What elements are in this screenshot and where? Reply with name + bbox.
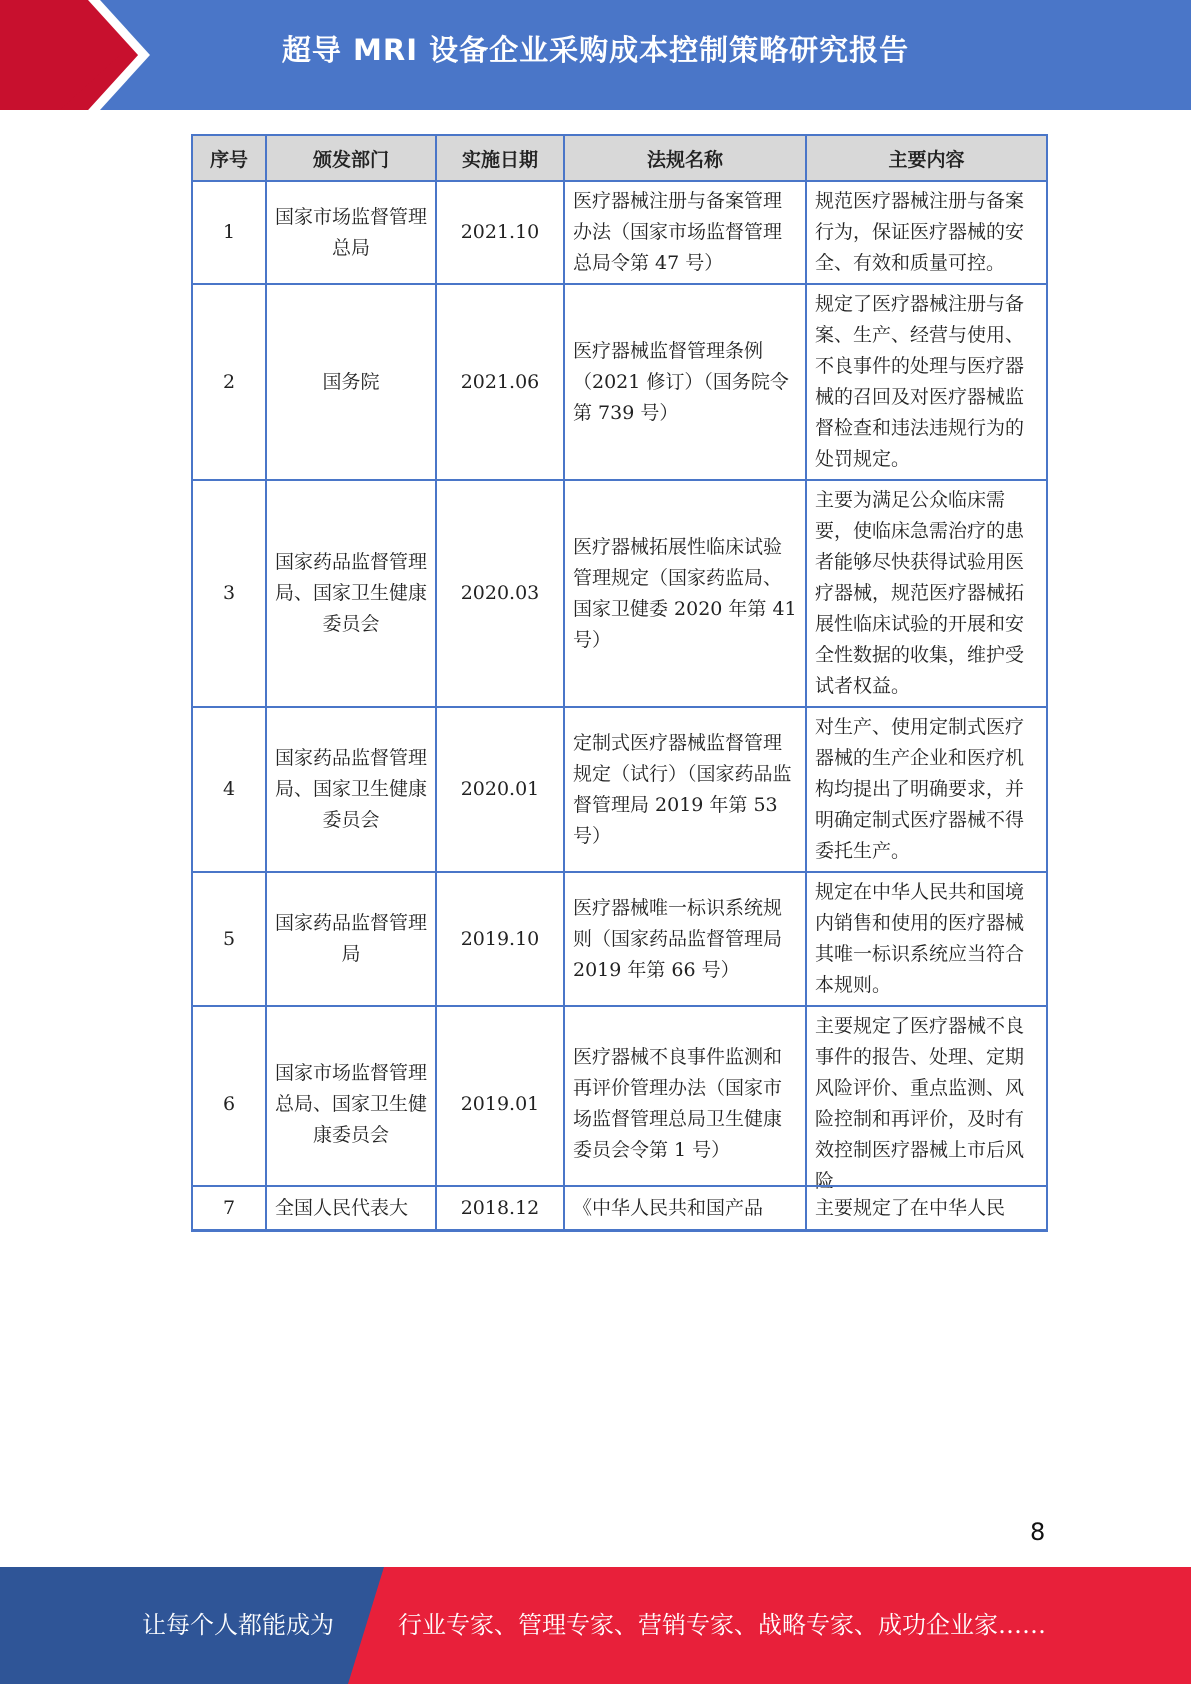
table-row	[192, 480, 1047, 707]
column-header-dept: 颁发部门	[266, 135, 436, 181]
column-header-name: 法规名称	[564, 135, 806, 181]
row-date: 2020.01	[436, 707, 564, 872]
row-date: 2019.01	[436, 1006, 564, 1201]
row-no: 7	[192, 1186, 266, 1231]
row-content: 规定在中华人民共和国境内销售和使用的医疗器械其唯一标识系统应当符合本规则。	[806, 872, 1047, 1006]
row-content: 对生产、使用定制式医疗器械的生产企业和医疗机构均提出了明确要求，并明确定制式医疗器械不得委托生产。	[806, 707, 1047, 872]
row-no: 5	[192, 872, 266, 1006]
table-header-row	[192, 135, 1047, 181]
row-date: 2020.03	[436, 480, 564, 707]
row-dept: 国家市场监督管理总局、国家卫生健康委员会	[266, 1006, 436, 1201]
regulations-table-continued	[191, 1185, 1048, 1232]
row-name: 定制式医疗器械监督管理规定（试行）（国家药品监督管理局 2019 年第 53 号）	[564, 707, 806, 872]
row-name: 医疗器械注册与备案管理办法（国家市场监督管理总局令第 47 号）	[564, 181, 806, 284]
table-row	[192, 284, 1047, 480]
row-name: 《中华人民共和国产品	[564, 1186, 806, 1231]
row-no: 1	[192, 181, 266, 284]
row-dept: 国家药品监督管理局	[266, 872, 436, 1006]
row-no: 4	[192, 707, 266, 872]
row-name: 医疗器械拓展性临床试验管理规定（国家药监局、国家卫健委 2020 年第 41 号）	[564, 480, 806, 707]
page-footer	[0, 1567, 1191, 1684]
report-title: 超导 MRI 设备企业采购成本控制策略研究报告	[281, 33, 910, 67]
table-row	[192, 872, 1047, 1006]
row-name: 医疗器械监督管理条例（2021 修订）（国务院令第 739 号）	[564, 284, 806, 480]
row-date: 2018.12	[436, 1186, 564, 1231]
row-date: 2021.10	[436, 181, 564, 284]
table-row	[192, 707, 1047, 872]
row-name: 医疗器械不良事件监测和再评价管理办法（国家市场监督管理总局卫生健康委员会令第 1 号）	[564, 1006, 806, 1201]
row-no: 6	[192, 1006, 266, 1201]
column-header-content: 主要内容	[806, 135, 1047, 181]
row-content: 主要为满足公众临床需要，使临床急需治疗的患者能够尽快获得试验用医疗器械，规范医疗器械拓展性临床试验的开展和安全性数据的收集，维护受试者权益。	[806, 480, 1047, 707]
row-date: 2019.10	[436, 872, 564, 1006]
row-content: 规范医疗器械注册与备案行为，保证医疗器械的安全、有效和质量可控。	[806, 181, 1047, 284]
column-header-date: 实施日期	[436, 135, 564, 181]
table-row	[192, 1006, 1047, 1201]
row-dept: 国家药品监督管理局、国家卫生健康委员会	[266, 707, 436, 872]
page-header	[0, 0, 1191, 110]
row-content: 主要规定了医疗器械不良事件的报告、处理、定期风险评价、重点监测、风险控制和再评价，及时有效控制医疗器械上市后风险	[806, 1006, 1047, 1201]
row-no: 3	[192, 480, 266, 707]
column-header-no: 序号	[192, 135, 266, 181]
row-content: 规定了医疗器械注册与备案、生产、经营与使用、不良事件的处理与医疗器械的召回及对医疗器械监督检查和违法违规行为的处罚规定。	[806, 284, 1047, 480]
table-row	[192, 181, 1047, 284]
table-row	[192, 1186, 1047, 1231]
regulations-table	[191, 134, 1048, 1201]
footer-slogan-left: 让每个人都能成为	[142, 1611, 334, 1639]
page-number: 8	[1030, 1518, 1046, 1546]
row-dept: 国务院	[266, 284, 436, 480]
row-no: 2	[192, 284, 266, 480]
row-name: 医疗器械唯一标识系统规则（国家药品监督管理局 2019 年第 66 号）	[564, 872, 806, 1006]
row-content: 主要规定了在中华人民	[806, 1186, 1047, 1231]
row-dept: 国家药品监督管理局、国家卫生健康委员会	[266, 480, 436, 707]
row-date: 2021.06	[436, 284, 564, 480]
row-dept: 国家市场监督管理总局	[266, 181, 436, 284]
row-dept: 全国人民代表大	[266, 1186, 436, 1231]
footer-slogan-right: 行业专家、管理专家、营销专家、战略专家、成功企业家……	[398, 1611, 1046, 1639]
